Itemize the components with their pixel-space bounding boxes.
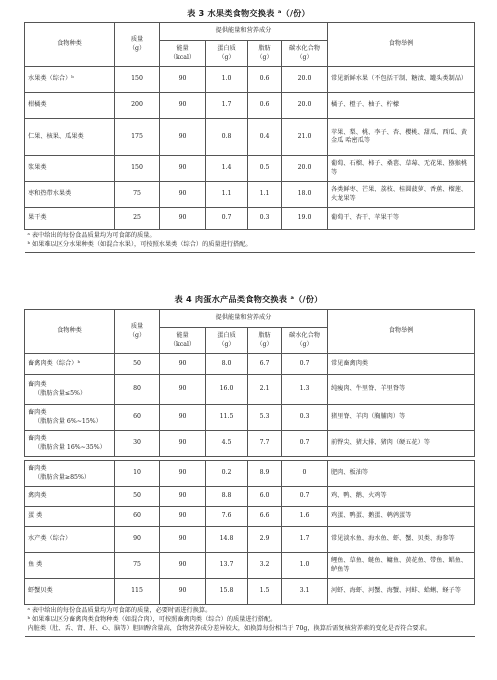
cell-energy: 90 [160,553,206,579]
cell-name: 蛋 类 [25,507,115,527]
cell-fat: 8.9 [248,461,282,487]
table-row [25,553,475,579]
table-row [25,431,475,457]
header-food-type: 食物种类 [25,23,115,67]
cell-examples: 苹果、梨、桃、李子、杏、樱桃、甜瓜、西瓜、黄金瓜 哈密瓜等 [328,119,475,156]
table3-notes-row [25,230,475,253]
cell-examples: 橘子、橙子、柚子、柠檬 [328,93,475,119]
cell-protein: 7.6 [206,507,248,527]
cell-examples: 葡萄、石榴、柿子、桑葚、草莓、无花果、猕猴桃等 [328,156,475,182]
cell-protein: 16.0 [206,375,248,405]
cell-protein: 0.7 [206,208,248,230]
cell-energy: 90 [160,405,206,431]
cell-energy: 90 [160,487,206,507]
header-food-type: 食物种类 [25,310,115,354]
footnote-organ-meat: 内脏类（肚、舌、肾、肝、心、脑等）胆固醇含量高，食物营养成分差异较大，如换算每份相当于 70g，换算后需复核营养素的变化是否符合要求。 [27,624,432,632]
cell-fat: 1.1 [248,182,282,208]
cell-examples: 肥肉、板油等 [328,461,475,487]
table-row [25,507,475,527]
cell-protein: 4.5 [206,431,248,457]
cell-weight: 25 [115,208,160,230]
cell-fat: 2.9 [248,527,282,553]
cell-weight: 10 [115,461,160,487]
table-row [25,405,475,431]
cell-energy: 90 [160,182,206,208]
header-energy: 能量 （kcal） [160,41,206,67]
cell-weight: 60 [115,507,160,527]
cell-weight: 150 [115,67,160,93]
cell-carb: 1.3 [282,375,328,405]
header-fat: 脂肪 （g） [248,41,282,67]
cell-energy: 90 [160,119,206,156]
cell-examples: 河虾、海虾、河蟹、海蟹、河蚌、蛤蜊、蛏子等 [328,579,475,605]
table4-title: 表 4 肉蛋水产品类食物交换表 ᵃ（/份） [174,294,323,304]
cell-carb: 1.7 [282,527,328,553]
table-row [25,156,475,182]
table4-notes-row [25,605,475,637]
header-weight: 质量 （g） [115,23,160,67]
cell-fat: 6.6 [248,507,282,527]
cell-carb: 0.7 [282,354,328,375]
cell-weight: 80 [115,375,160,405]
cell-fat: 6.7 [248,354,282,375]
cell-examples: 前臀尖、猪大排、猪肉（硬五花）等 [328,431,475,457]
cell-examples: 常见淡水鱼、海水鱼、虾、蟹、贝类、海参等 [328,527,475,553]
table-row [25,67,475,93]
cell-carb: 20.0 [282,156,328,182]
table-row [25,487,475,507]
cell-energy: 90 [160,354,206,375]
cell-protein: 13.7 [206,553,248,579]
cell-name: 枣和热带水果类 [25,182,115,208]
cell-energy: 90 [160,579,206,605]
footnote-b: ᵇ 如果难以区分水果种类（如混合水果），可按照水果类（综合）的质量进行搭配。 [27,240,252,248]
cell-energy: 90 [160,156,206,182]
cell-name: 果干类 [25,208,115,230]
table-row [25,354,475,375]
cell-name: 畜肉类 （脂肪含量 16%~35%） [25,431,115,457]
cell-fat: 2.1 [248,375,282,405]
cell-examples: 鸡、鸭、鹅、火鸡等 [328,487,475,507]
header-weight: 质量 （g） [115,310,160,354]
cell-carb: 18.0 [282,182,328,208]
cell-protein: 1.4 [206,156,248,182]
cell-name: 水果类（综合）ᵇ [25,67,115,93]
cell-fat: 0.4 [248,119,282,156]
cell-energy: 90 [160,431,206,457]
table-row [25,208,475,230]
cell-weight: 90 [115,527,160,553]
cell-carb: 1.6 [282,507,328,527]
header-examples: 食物举例 [328,23,475,67]
cell-energy: 90 [160,375,206,405]
cell-carb: 19.0 [282,208,328,230]
cell-carb: 20.0 [282,93,328,119]
cell-carb: 1.0 [282,553,328,579]
cell-fat: 0.6 [248,93,282,119]
cell-weight: 75 [115,182,160,208]
cell-carb: 0.3 [282,405,328,431]
table-row [25,461,475,487]
cell-examples: 各类鲜枣、芒果、荔枝、桂圆菠萝、香蕉、榴莲、火龙果等 [328,182,475,208]
cell-carb: 0 [282,461,328,487]
table-row [25,119,475,156]
cell-protein: 0.8 [206,119,248,156]
cell-name: 畜肉类 （脂肪含量 6%~15%） [25,405,115,431]
cell-protein: 0.2 [206,461,248,487]
cell-protein: 1.0 [206,67,248,93]
cell-protein: 11.5 [206,405,248,431]
cell-weight: 175 [115,119,160,156]
cell-examples: 常见畜禽肉类 [328,354,475,375]
table4-meat-egg-seafood-exchange [24,309,475,637]
header-fat: 脂肪 （g） [248,328,282,354]
table-row [25,93,475,119]
cell-energy: 90 [160,93,206,119]
cell-energy: 90 [160,208,206,230]
cell-carb: 20.0 [282,67,328,93]
cell-fat: 6.0 [248,487,282,507]
header-supply-group: 提供能量和营养成分 [160,310,328,328]
cell-weight: 75 [115,553,160,579]
cell-protein: 15.8 [206,579,248,605]
cell-name: 禽肉类 [25,487,115,507]
cell-name: 柑橘类 [25,93,115,119]
header-protein: 蛋白质 （g） [206,328,248,354]
cell-energy: 90 [160,507,206,527]
cell-fat: 1.5 [248,579,282,605]
table-row [25,579,475,605]
table3-notes [25,230,475,253]
cell-energy: 90 [160,461,206,487]
cell-fat: 0.6 [248,67,282,93]
header-energy: 能量 （kcal） [160,328,206,354]
cell-name: 仁果、核果、瓜果类 [25,119,115,156]
header-examples: 食物举例 [328,310,475,354]
cell-carb: 0.7 [282,487,328,507]
cell-examples: 葡萄干、杏干、苹果干等 [328,208,475,230]
cell-weight: 30 [115,431,160,457]
table4-notes [25,605,475,637]
cell-weight: 200 [115,93,160,119]
table-row [25,375,475,405]
cell-examples: 猪里脊、羊肉（胸脯肉）等 [328,405,475,431]
table-row [25,527,475,553]
cell-fat: 5.3 [248,405,282,431]
cell-carb: 21.0 [282,119,328,156]
header-carb: 碳水化合物 （g） [282,41,328,67]
footnote-b: ᵇ 如果难以区分畜禽肉类食物种类（如混合肉），可按照畜禽肉类（综合）的质量进行搭配。 [27,615,277,623]
cell-name: 水产类（综合） [25,527,115,553]
cell-name: 畜肉类 （脂肪含量≥85%） [25,461,115,487]
cell-examples: 常见新鲜水果（不包括干制、糖渍、罐头类制品） [328,67,475,93]
cell-examples: 鲤鱼、草鱼、鲢鱼、鳙鱼、黄花鱼、带鱼、鲳鱼、鲈鱼等 [328,553,475,579]
header-carb: 碳水化合物 （g） [282,328,328,354]
cell-protein: 1.1 [206,182,248,208]
cell-name: 畜肉类 （脂肪含量≤5%） [25,375,115,405]
table3-title: 表 3 水果类食物交换表 ᵃ（/份） [187,8,310,18]
cell-fat: 3.2 [248,553,282,579]
cell-protein: 8.0 [206,354,248,375]
cell-fat: 7.7 [248,431,282,457]
cell-energy: 90 [160,527,206,553]
cell-examples: 鸡蛋、鸭蛋、鹅蛋、鹌鹑蛋等 [328,507,475,527]
cell-weight: 150 [115,156,160,182]
cell-protein: 14.8 [206,527,248,553]
cell-name: 鱼 类 [25,553,115,579]
cell-carb: 3.1 [282,579,328,605]
cell-carb: 0.7 [282,431,328,457]
cell-weight: 115 [115,579,160,605]
footnote-a: ᵃ 表中给出的每份食品质量均为可食部的质量。 [27,232,156,239]
cell-name: 浆果类 [25,156,115,182]
cell-weight: 60 [115,405,160,431]
cell-protein: 1.7 [206,93,248,119]
cell-energy: 90 [160,67,206,93]
cell-fat: 0.5 [248,156,282,182]
cell-name: 虾蟹贝类 [25,579,115,605]
header-protein: 蛋白质 （g） [206,41,248,67]
cell-name: 畜禽肉类（综合）ᵇ [25,354,115,375]
cell-weight: 50 [115,354,160,375]
cell-protein: 8.8 [206,487,248,507]
footnote-a: ᵃ 表中给出的每份食品质量均为可食部的质量，必要时需进行换算。 [27,607,212,614]
cell-weight: 50 [115,487,160,507]
cell-examples: 纯瘦肉、牛里脊、羊里脊等 [328,375,475,405]
table-row [25,182,475,208]
cell-fat: 0.3 [248,208,282,230]
table3-fruit-exchange [24,22,475,253]
header-supply-group: 提供能量和营养成分 [160,23,328,41]
